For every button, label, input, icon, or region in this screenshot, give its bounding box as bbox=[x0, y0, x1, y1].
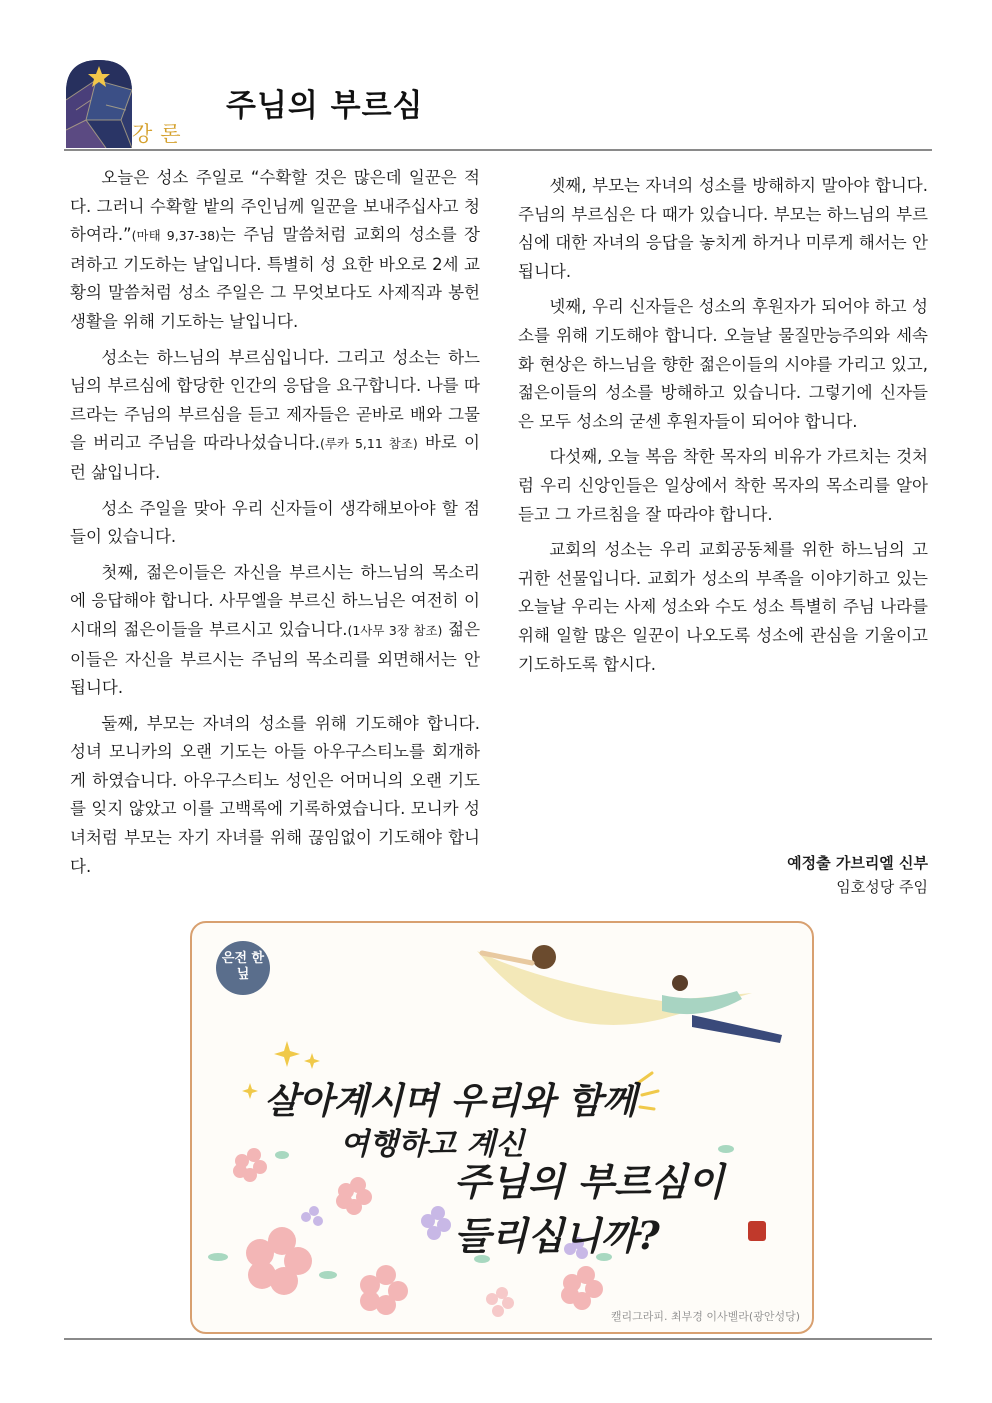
scripture-reference: (마태 9,37-38) bbox=[131, 228, 220, 244]
logo: 은전 한닢 bbox=[216, 941, 270, 995]
calligraphy-line: 들리십니까? bbox=[454, 1213, 660, 1258]
paragraph: 교회의 성소는 우리 교회공동체를 위한 하느님의 고귀한 선물입니다. 교회가 성소의 부족을 이야기하고 있는 오늘날 우리는 사제 성소와 수도 성소 특별히 주님 나라를 위해 일할 많은 일꾼이 나오도록 성소에 관심을 기울이고 기도하도록 합시다. bbox=[518, 540, 928, 674]
calligraphy-line: 주님의 부르심이 bbox=[454, 1159, 725, 1204]
stained-glass-icon bbox=[66, 60, 132, 148]
paragraph: 성소 주일을 맞아 우리 신자들이 생각해보아야 할 점들이 있습니다. bbox=[70, 498, 480, 547]
flying-figures-illustration bbox=[477, 945, 782, 1043]
scripture-reference: (1사무 3장 참조) bbox=[347, 622, 443, 638]
bottom-divider bbox=[64, 1338, 932, 1340]
author-role: 임호성당 주임 bbox=[836, 878, 928, 896]
calligraphy-line: 여행하고 계신 bbox=[340, 1127, 525, 1162]
paragraph: 둘째, 부모는 자녀의 성소를 위해 기도해야 합니다. 성녀 모니카의 오랜 기도는 아들 아우구스티노를 회개하게 하였습니다. 아우구스티노 성인은 어머니의 오랜 기도를 잊지 않았고 이를 고백록에 기록하였습니다. 모니카 성녀처럼 부모는 자기 자녀를 위해 끊임없이 기도해야 합니다. bbox=[70, 713, 480, 876]
author-name: 예정출 가브리엘 신부 bbox=[787, 854, 928, 872]
seal-stamp bbox=[748, 1221, 766, 1241]
author-signature bbox=[787, 851, 928, 899]
paragraph: 성소는 하느님의 부르심입니다. 그리고 성소는 하느님의 부르심에 합당한 인간의 응답을 요구합니다. 나를 따르라는 주님의 부르심을 듣고 제자들은 곧바로 배와 그물을 버리고 주님을 따라나섰습니다.(루카 5,11 참조) 바로 이런 삶입니다. bbox=[70, 347, 480, 482]
paragraph: 넷째, 우리 신자들은 성소의 후원자가 되어야 하고 성소를 위해 기도해야 합니다. 오늘날 물질만능주의와 세속화 현상은 하느님을 향한 젊은이들의 시야를 가리고 있고, 젊은이들의 성소를 방해하고 있습니다. 그렇기에 신자들은 모두 성소의 굳센 후원자들이 되어야 합니다. bbox=[518, 297, 928, 431]
calligraphy-card bbox=[190, 921, 814, 1334]
paragraph: 셋째, 부모는 자녀의 성소를 방해하지 말아야 합니다. 주님의 부르심은 다 때가 있습니다. 부모는 하느님의 부르심에 대한 자녀의 응답을 놓치게 하거나 미루게 해서는 안 됩니다. bbox=[518, 176, 928, 281]
paragraph: 다섯째, 오늘 복음 착한 목자의 비유가 가르치는 것처럼 우리 신앙인들은 일상에서 착한 목자의 목소리를 알아듣고 그 가르침을 잘 따라야 합니다. bbox=[518, 447, 928, 524]
right-column bbox=[518, 172, 928, 686]
paragraph: 첫째, 젊은이들은 자신을 부르시는 하느님의 목소리에 응답해야 합니다. 사무엘을 부르신 하느님은 여전히 이 시대의 젊은이들을 부르시고 있습니다.(1사무 3장 참조) 젊은이들은 자신을 부르시는 주님의 목소리를 외면해서는 안 됩니다. bbox=[70, 562, 481, 698]
top-divider bbox=[64, 149, 932, 151]
calligraphy-line: 살아계시며 우리와 함께 bbox=[264, 1080, 637, 1122]
page-title: 주님의 부르심 bbox=[226, 88, 424, 124]
artist-credit: 캘리그라피. 최부경 이사벨라(광안성당) bbox=[610, 1310, 800, 1323]
section-label: 강론 bbox=[132, 122, 189, 146]
left-column bbox=[70, 164, 480, 888]
scripture-reference: (루카 5,11 참조) bbox=[320, 436, 418, 452]
paragraph: 오늘은 성소 주일로 “수확할 것은 많은데 일꾼은 적다. 그러니 수확할 밭의 주인님께 일꾼을 보내주십사고 청하여라.”(마태 9,37-38)는 주님 말씀처럼 교회의 성소를 장려하고 기도하는 날입니다. 특별히 성 요한 바오로 2세 교황의 말씀처럼 성소 주일은 그 무엇보다도 사제직과 봉헌생활을 위해 기도하는 날입니다. bbox=[70, 168, 480, 331]
